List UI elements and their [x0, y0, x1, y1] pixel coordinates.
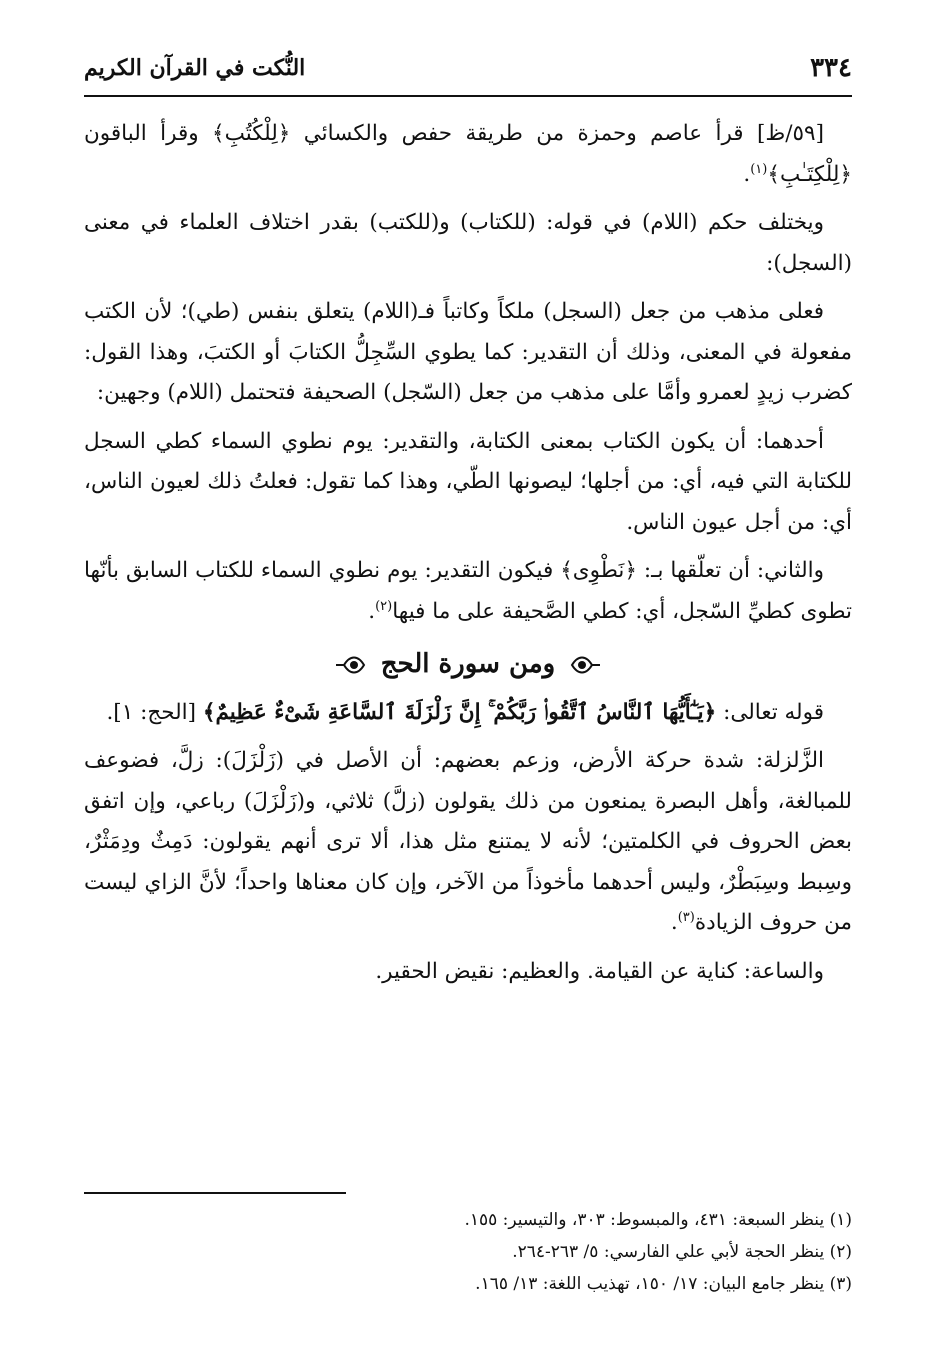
footnotes: [84, 1204, 852, 1300]
paragraph-zalzala: الزَّلزلة: شدة حركة الأرض، وزعم بعضهم: أن الأصل في (زَلْزَلَ): زلَّ، فضوعف للمبالغة، وأهل البصرة يمنعون من ذلك يقولون (زلَّ) ثلاثي، و(زَلْزَلَ) رباعي، وإن اتفق بعض الحروف في الكلمتين؛ لأنه لا يمتنع مثل هذا، ألا ترى أنهم يقولون: دَمِثٌ ودِمَثْرٌ، وسِبط وسِبَطْرٌ، وليس أحدهما مأخوذاً من الآخر، وإن كان معناها واحداً؛ لأنَّ الزاي ليست من حروف الزيادة$^{(٣)}$.: [84, 748, 852, 935]
page-body: [84, 114, 852, 1000]
paragraph-reading-variants: [٥٩/ظ] قرأ عاصم وحمزة من طريقة حفص والكسائي ﴿لِلْكُتُبِ﴾ وقرأ الباقون ﴿لِلْكِتَـٰبِ﴾$^{(١)}$.: [84, 121, 852, 187]
footnote-ref: (٢): [375, 598, 393, 614]
footnote-ref: (١): [750, 161, 768, 177]
paragraph-text: [٥٩/ظ] قرأ عاصم وحمزة من طريقة حفص والكسائي ﴿لِلْكُتُبِ﴾ وقرأ الباقون ﴿لِلْكِتَـٰبِ﴾: [84, 121, 852, 187]
verse-reference: [الحج: ١].: [106, 699, 196, 725]
surah-heading-text: ومن سورة الحج: [380, 649, 556, 679]
verse-intro: قوله تعالى:: [723, 699, 824, 725]
running-title: النُّكت في القرآن الكريم: [84, 55, 306, 81]
ornament-right-icon: [570, 653, 602, 677]
footnote-2: (٢) ينظر الحجة لأبي علي الفارسي: ٥/ ٢٦٣-٢٦٤.: [512, 1242, 852, 1262]
page-number: ٣٣٤: [810, 53, 852, 83]
paragraph-text: والثاني: أن تعلّقها بـ: ﴿نَطْوِى﴾ فيكون التقدير: يوم نطوي السماء للكتاب السابق بأنّها تطوى كطيِّ السّجل، أي: كطي الصَّحيفة على ما فيها: [84, 558, 852, 624]
footnote-rule: [84, 1192, 346, 1194]
ornament-left-icon: [334, 653, 366, 677]
header-rule: [84, 95, 852, 97]
paragraph-first-aspect: أحدهما: أن يكون الكتاب بمعنى الكتابة، والتقدير: يوم نطوي السماء كطي السجل للكتابة التي فيه، أي: من أجلها؛ ليصونها الطّي، وهذا كما تقول: فعلتُ ذلك لعيون الناس، أي: من أجل عيون الناس.: [84, 428, 852, 535]
footnote-ref: (٣): [677, 909, 695, 925]
paragraph-text: الزَّلزلة: شدة حركة الأرض، وزعم بعضهم: أن الأصل في (زَلْزَلَ): زلَّ، فضوعف للمبالغة، وأهل البصرة يمنعون من ذلك يقولون (زلَّ) ثلاثي، و(زَلْزَلَ) رباعي، وإن اتفق بعض الحروف في الكلمتين؛ لأنه لا يمتنع مثل هذا، ألا ترى أنهم يقولون: دَمِثٌ ودِمَثْرٌ، وسِبط وسِبَطْرٌ، وليس أحدهما مأخوذاً من الآخر، وإن كان معناها واحداً؛ لأنَّ الزاي ليست من حروف الزيادة: [84, 748, 852, 935]
paragraph-first-view: فعلى مذهب من جعل (السجل) ملكاً وكاتباً فـ(اللام) يتعلق بنفس (طي)؛ لأن الكتب مفعولة في المعنى، وذلك أن التقدير: كما يطوي السِّجِلُّ الكتابَ أو الكتبَ، وهذا القول: كضرب زيدٍ لعمرو وأمَّا على مذهب من جعل (السّجل) الصحيفة فتحتمل (اللام) وجهين:: [84, 299, 852, 405]
paragraph-second-aspect: والثاني: أن تعلّقها بـ: ﴿نَطْوِى﴾ فيكون التقدير: يوم نطوي السماء للكتاب السابق بأنّها تطوى كطيِّ السّجل، أي: كطي الصَّحيفة على ما فيها$^{(٢)}$.: [84, 558, 852, 624]
page-header: [84, 48, 852, 88]
paragraph-lam-ruling: ويختلف حكم (اللام) في قوله: (للكتاب) و(للكتب) بقدر اختلاف العلماء في معنى (السجل):: [84, 210, 852, 276]
quran-verse: ﴿يَـٰٓأَيُّهَا ٱلنَّاسُ ٱتَّقُوا۟ رَبَّكُمْ ۚ إِنَّ زَلْزَلَةَ ٱلسَّاعَةِ شَىْءٌ عَظِيمٌ﴾: [202, 699, 717, 725]
footnote-1: (١) ينظر السبعة: ٤٣١، والمبسوط: ٣٠٣، والتيسير: ١٥٥.: [464, 1210, 852, 1230]
paragraph-saa: والساعة: كناية عن القيامة. والعظيم: نقيض الحقير.: [375, 958, 824, 984]
footnote-3: (٣) ينظر جامع البيان: ١٧/ ١٥٠، تهذيب اللغة: ١٣/ ١٦٥.: [475, 1274, 852, 1294]
paragraph-verse: [84, 693, 852, 734]
surah-heading: [84, 644, 852, 685]
